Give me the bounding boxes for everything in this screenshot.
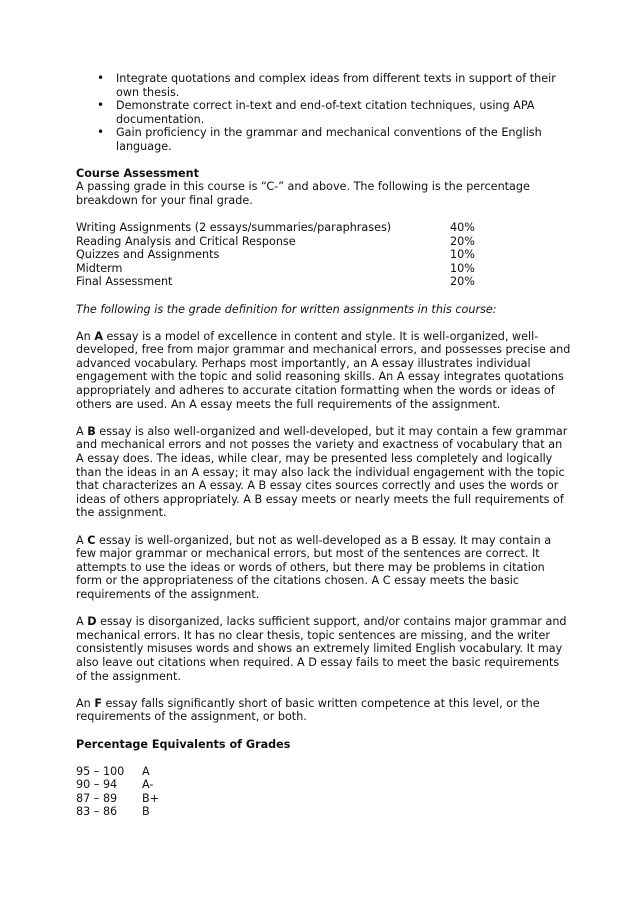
grade-definition-f	[76, 697, 572, 724]
objectives-list	[76, 72, 572, 154]
breakdown-percentage: 40%	[450, 220, 475, 234]
percentage-equivalents-table	[76, 765, 159, 819]
letter-grade: A-	[142, 778, 154, 792]
grade-definition-d	[76, 615, 572, 683]
grade-definition-a	[76, 330, 572, 412]
percentage-equivalents-heading: Percentage Equivalents of Grades	[76, 737, 291, 751]
grade-definition-c	[76, 534, 572, 602]
table-row	[76, 778, 159, 792]
definition-prefix: A	[76, 424, 88, 438]
grade-breakdown-table	[76, 221, 486, 289]
definition-prefix: An	[76, 329, 95, 343]
definition-prefix: An	[76, 696, 95, 710]
breakdown-label: Reading Analysis and Critical Response	[76, 234, 296, 248]
table-row	[76, 765, 159, 779]
letter-grade: B+	[142, 791, 160, 805]
definition-grade: A	[94, 329, 103, 343]
percentage-range: 83 – 86	[76, 805, 118, 819]
course-assessment-section	[76, 167, 572, 289]
course-assessment-heading: Course Assessment	[76, 166, 199, 180]
objective-item: • Integrate quotations and complex ideas from different texts in support of their own thesis.	[97, 72, 572, 99]
table-row	[76, 805, 159, 819]
definition-grade: D	[87, 615, 97, 629]
table-row	[76, 792, 159, 806]
grade-definitions-section	[76, 303, 572, 724]
breakdown-label: Quizzes and Assignments	[76, 248, 220, 262]
document-page	[76, 72, 572, 819]
definition-grade: B	[87, 424, 96, 438]
table-row	[76, 248, 486, 262]
grade-definitions-intro: The following is the grade definition for written assignments in this course:	[76, 302, 497, 316]
letter-grade: A	[142, 764, 150, 778]
course-assessment-intro: A passing grade in this course is “C-” and above. The following is the percentage breakdown for your final grade.	[76, 180, 530, 207]
definition-text: essay is well-organized, but not as well-developed as a B essay. It may contain a few major grammar or mechanical errors, but most of the sentences are correct. It attempts to use the ideas or words of others, but there may be problems in citation form or the appropriateness of the citations chosen. A C essay meets the basic requirements of the assignment.	[76, 533, 552, 601]
objective-item: • Demonstrate correct in-text and end-of-text citation techniques, using APA documentation.	[97, 99, 572, 126]
breakdown-label: Midterm	[76, 261, 123, 275]
definition-grade: F	[94, 696, 102, 710]
table-row	[76, 235, 486, 249]
breakdown-label: Writing Assignments (2 essays/summaries/paraphrases)	[76, 220, 392, 234]
percentage-range: 95 – 100	[76, 764, 125, 778]
percentage-range: 90 – 94	[76, 778, 118, 792]
breakdown-label: Final Assessment	[76, 275, 173, 289]
objective-item: • Gain proficiency in the grammar and mechanical conventions of the English language.	[97, 126, 572, 153]
definition-text: essay is disorganized, lacks sufficient support, and/or contains major grammar and mechanical errors. It has no clear thesis, topic sentences are missing, and the writer consistently misuses words and shows an extremely limited English vocabulary. It may also leave out citations when required. A D essay fails to meet the basic requirements of the assignment.	[76, 615, 567, 683]
percentage-equivalents-section	[76, 738, 572, 820]
definition-prefix: A	[76, 533, 88, 547]
table-row	[76, 262, 486, 276]
table-row	[76, 275, 486, 289]
definition-text: essay is a model of excellence in content and style. It is well-organized, well-developed, free from major grammar and mechanical errors, and possesses precise and advanced vocabulary. Perhaps most importantly, an A essay illustrates individual engagement with the topic and solid reasoning skills. An A essay integrates quotations appropriately and adheres to accurate citation formatting when the words or ideas of others are used. An A essay meets the full requirements of the assignment.	[76, 329, 571, 411]
breakdown-percentage: 10%	[450, 248, 475, 262]
percentage-range: 87 – 89	[76, 791, 118, 805]
breakdown-percentage: 20%	[450, 234, 475, 248]
breakdown-percentage: 10%	[450, 261, 475, 275]
breakdown-percentage: 20%	[450, 275, 475, 289]
definition-text: essay falls significantly short of basic written competence at this level, or the requirements of the assignment, or both.	[76, 696, 540, 724]
grade-definition-b	[76, 425, 572, 520]
definition-prefix: A	[76, 615, 88, 629]
table-row	[76, 221, 486, 235]
definition-text: essay is also well-organized and well-developed, but it may contain a few grammar and mechanical errors and not posses the variety and exactness of vocabulary that an A essay does. The ideas, while clear, may be presented less completely and logically than the ideas in an A essay; it may also lack the individual engagement with the topic that characterizes an A essay. A B essay cites sources correctly and uses the words or ideas of others appropriately. A B essay meets or nearly meets the full requirements of the assignment.	[76, 424, 568, 520]
letter-grade: B	[142, 805, 150, 819]
definition-grade: C	[87, 533, 96, 547]
